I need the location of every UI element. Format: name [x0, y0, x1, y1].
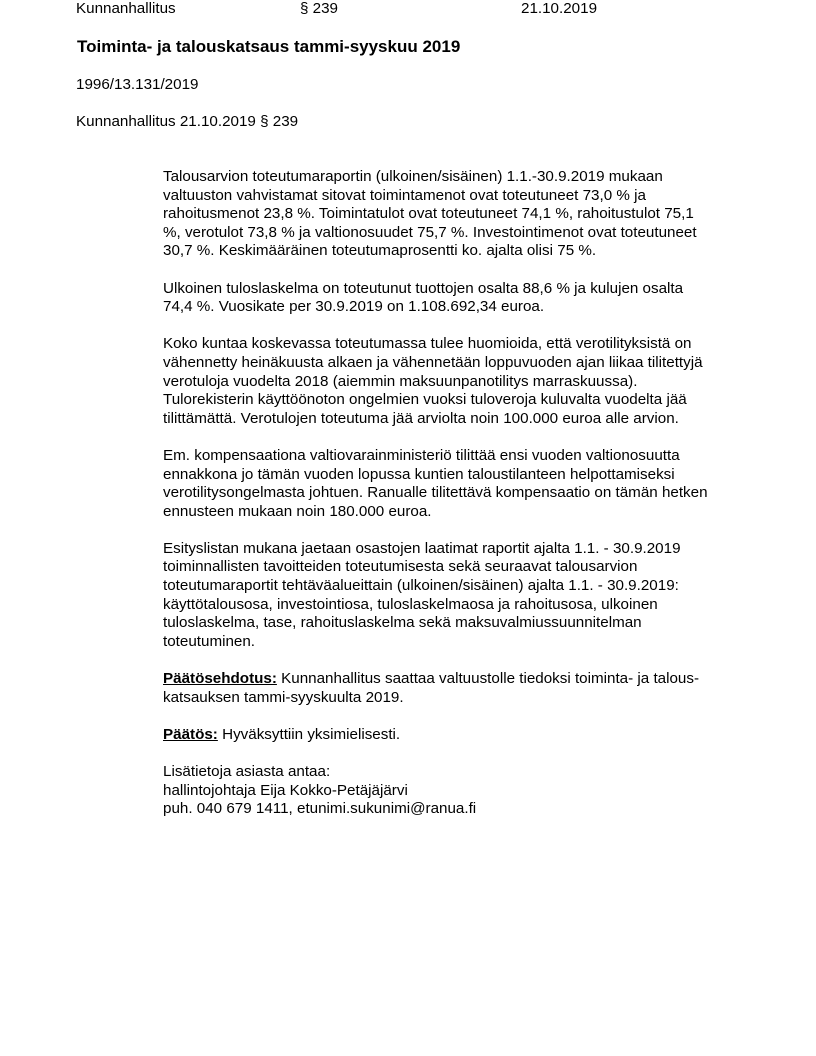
header-date: 21.10.2019	[521, 0, 598, 17]
paragraph-line: 74,4 %. Vuosikate per 30.9.2019 on 1.108.692,34 euroa.	[163, 298, 545, 316]
paragraph-line: tilittämättä. Verotulojen toteutuma jää arviolta noin 100.000 euroa alle arvion.	[163, 409, 679, 427]
document-body	[163, 168, 763, 837]
paragraph-line: %, verotulot 73,8 % ja valtionosuudet 75,7 %. Investointimenot ovat toteutuneet	[163, 223, 697, 241]
header-body: Kunnanhallitus	[76, 0, 176, 17]
paragraph-line: Tulorekisterin käyttöönoton ongelmien vuoksi tuloveroja kuluvalta vuodelta jää	[163, 391, 687, 409]
paragraph-line: valtuuston vahvistamat sitovat toimintamenot ovat toteutuneet 73,0 % ja	[163, 186, 646, 204]
decision-label: Päätös:	[163, 725, 218, 743]
paragraph-line: Koko kuntaa koskevassa toteutumassa tulee huomioida, että verotilityksistä on	[163, 335, 692, 353]
proposal-text-cont: katsauksen tammi-syyskuulta 2019.	[163, 688, 404, 706]
contact-info	[163, 763, 763, 819]
paragraph-line: toiminnallisten tavoitteiden toteutumisesta sekä seuraavat talousarvion	[163, 558, 638, 576]
contact-name: hallintojohtaja Eija Kokko-Petäjäjärvi	[163, 781, 408, 799]
paragraph-line: toteutumaraportit tehtäväalueittain (ulkoinen/sisäinen) ajalta 1.1. - 30.9.2019:	[163, 577, 679, 595]
paragraph-line: toteutuminen.	[163, 632, 256, 650]
body-paragraph	[163, 540, 763, 652]
decision-text: Hyväksyttiin yksimielisesti.	[217, 725, 401, 743]
paragraph-line: Talousarvion toteutumaraportin (ulkoinen/sisäinen) 1.1.-30.9.2019 mukaan	[163, 168, 663, 185]
paragraph-line: rahoitusmenot 23,8 %. Toimintatulot ovat toteutuneet 74,1 %, rahoitustulot 75,1	[163, 205, 694, 223]
contact-intro: Lisätietoja asiasta antaa:	[163, 763, 331, 780]
body-paragraph	[163, 280, 763, 317]
paragraph-line: tuloslaskelma, tase, rahoituslaskelma sekä maksuvalmiussuunnitelman	[163, 614, 642, 632]
paragraph-line: verotuloja vuodelta 2018 (aiemmin maksuunpanotilitys marraskuussa).	[163, 372, 638, 390]
body-paragraph	[163, 335, 763, 428]
meeting-reference: Kunnanhallitus 21.10.2019 § 239	[76, 113, 299, 130]
paragraph-line: Esityslistan mukana jaetaan osastojen laatimat raportit ajalta 1.1. - 30.9.2019	[163, 539, 681, 557]
proposal-label: Päätösehdotus:	[163, 670, 277, 688]
header-section: § 239	[300, 0, 339, 17]
proposal-text: Kunnanhallitus saattaa valtuustolle tiedoksi toiminta- ja talous-	[276, 670, 700, 688]
paragraph-line: 30,7 %. Keskimääräinen toteutumaprosentti ko. ajalta olisi 75 %.	[163, 242, 597, 260]
body-paragraph	[163, 168, 763, 261]
decision-paragraph	[163, 726, 763, 745]
paragraph-line: ennusteen mukaan noin 180.000 euroa.	[163, 502, 432, 520]
paragraph-line: käyttötalousosa, investointiosa, tuloslaskelmaosa ja rahoitusosa, ulkoinen	[163, 595, 658, 613]
contact-phone-email: puh. 040 679 1411, etunimi.sukunimi@ranua.fi	[163, 800, 477, 818]
document-title: Toiminta- ja talouskatsaus tammi-syyskuu 2019	[77, 37, 461, 56]
paragraph-line: ennakkona jo tämän vuoden lopussa kuntien taloustilanteen helpottamiseksi	[163, 465, 675, 483]
proposal-paragraph	[163, 670, 763, 707]
reference-number: 1996/13.131/2019	[76, 76, 199, 93]
body-paragraph	[163, 447, 763, 521]
paragraph-line: vähennetty heinäkuusta alkaen ja vähennetään loppuvuoden ajan liikaa tilitettyjä	[163, 353, 703, 371]
paragraph-line: Ulkoinen tuloslaskelma on toteutunut tuottojen osalta 88,6 % ja kulujen osalta	[163, 279, 684, 297]
paragraph-line: verotilitysongelmasta johtuen. Ranualle tilitettävä kompensaatio on tämän hetken	[163, 484, 708, 502]
paragraph-line: Em. kompensaationa valtiovarainministeriö tilittää ensi vuoden valtionosuutta	[163, 446, 680, 464]
